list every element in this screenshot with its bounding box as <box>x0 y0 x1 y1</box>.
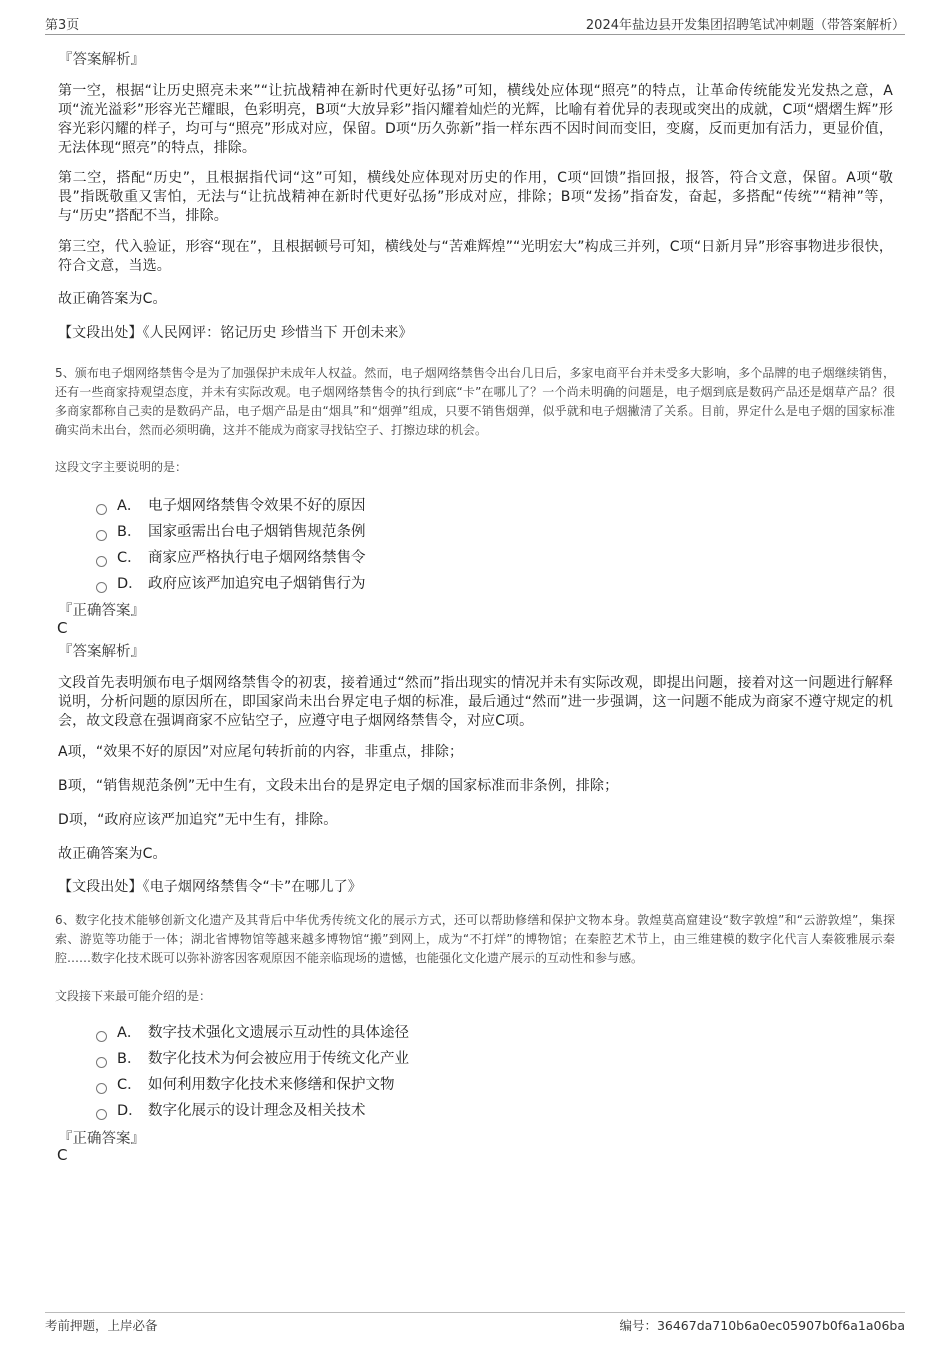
option-c[interactable] <box>96 546 366 566</box>
analysis-conclusion <box>58 845 893 864</box>
radio-button[interactable] <box>96 1109 107 1120</box>
option-text: 数字化技术为何会被应用于传统文化产业 <box>148 1051 409 1067</box>
analysis-paragraph <box>58 777 893 796</box>
source-citation <box>58 324 893 343</box>
option-text: 如何利用数字化技术来修缮和保护文物 <box>148 1077 395 1093</box>
question-text: 数字化技术能够创新文化遗产及其背后中华优秀传统文化的展示方式，还可以帮助修缮和保护文物本身。敦煌莫高窟建设“数字敦煌”和“云游敦煌”，集探索、游览等功能于一体；湖北省博物馆等越来越多博物馆“搬”到网上，成为“不打烊”的博物馆；在秦腔艺术节上，由三维建模的数字化代言人秦筱雅展示秦腔……数字化技术既可以弥补游客因客观原因不能亲临现场的遗憾，也能强化文化遗产展示的互动性和参与感。 <box>55 913 895 965</box>
option-text: 电子烟网络禁售令效果不好的原因 <box>148 498 366 514</box>
analysis-paragraph <box>58 82 893 158</box>
analysis-paragraph <box>58 811 893 830</box>
option-a[interactable] <box>96 494 366 514</box>
analysis-label: 『答案解析』 <box>58 644 145 660</box>
option-letter: C． <box>117 550 142 566</box>
option-letter: B． <box>117 1051 142 1067</box>
analysis-text: A项，“效果不好的原因”对应尾句转折前的内容，非重点，排除； <box>58 744 464 760</box>
radio-button[interactable] <box>96 504 107 515</box>
document-title: 2024年盐边县开发集团招聘笔试冲刺题（带答案解析） <box>585 18 905 33</box>
option-text: 政府应该严加追究电子烟销售行为 <box>148 576 366 592</box>
option-letter: A． <box>117 498 142 514</box>
analysis-text: B项，“销售规范条例”无中生有，文段未出台的是界定电子烟的国家标准而非条例，排除； <box>58 778 619 794</box>
radio-button[interactable] <box>96 1031 107 1042</box>
analysis-text: 第二空，搭配“历史”，且根据指代词“这”可知，横线处应体现对历史的作用，C项“回馈”指回报，报答，符合文意，保留。A项“敬畏”指既敬重又害怕，无法与“让抗战精神在新时代更好弘扬”形成对应，排除；B项“发扬”指奋发，奋起，多搭配“传统”“精神”等，与“历史”搭配不当，排除。 <box>58 170 893 224</box>
analysis-text: 第一空，根据“让历史照亮未来”“让抗战精神在新时代更好弘扬”可知，横线处应体现“照亮”的特点，让革命传统能发光发热之意，A项“流光溢彩”形容光芒耀眼，色彩明亮，B项“大放异彩”指闪耀着灿烂的光辉，比喻有着优异的表现或突出的成就，C项“熠熠生辉”形容光彩闪耀的样子，均可与“照亮”形成对应，保留。D项“历久弥新”指一样东西不因时间而变旧，变腐，反而更加有活力，更显价值，无法体现“照亮”的特点，排除。 <box>58 83 893 156</box>
radio-button[interactable] <box>96 1057 107 1068</box>
option-letter: D． <box>117 576 143 592</box>
conclusion-text: 故正确答案为C。 <box>58 846 167 862</box>
analysis-paragraph <box>58 238 893 276</box>
analysis-text: 文段首先表明颁布电子烟网络禁售令的初衷，接着通过“然而”指出现实的情况并未有实际改观，即提出问题，接着对这一问题进行解释说明，分析问题的原因所在，即国家尚未出台界定电子烟的标准，最后通过“然而”进一步强调，这一问题不能成为商家不遵守规定的机会，故文段意在强调商家不应钻空子，应遵守电子烟网络禁售令，对应C项。 <box>58 675 893 729</box>
option-letter: D． <box>117 1103 143 1119</box>
option-a[interactable] <box>96 1021 409 1041</box>
analysis-conclusion <box>58 290 893 309</box>
correct-answer: C <box>57 1146 68 1164</box>
source-text: 【文段出处】《电子烟网络禁售令“卡”在哪儿了》 <box>58 879 362 895</box>
question-number: 6、 <box>55 913 76 927</box>
option-b[interactable] <box>96 520 366 540</box>
correct-answer-label: 『正确答案』 <box>58 603 145 619</box>
option-letter: C． <box>117 1077 142 1093</box>
option-text: 数字技术强化文遗展示互动性的具体途径 <box>148 1025 409 1041</box>
question-text: 颁布电子烟网络禁售令是为了加强保护未成年人权益。然而，电子烟网络禁售令出台几日后，多家电商平台并未受多大影响，多个品牌的电子烟继续销售，还有一些商家持观望态度，并未有实际改观。电子烟网络禁售令的执行到底“卡”在哪儿了？一个尚未明确的问题是，电子烟到底是数码产品还是烟草产品？很多商家都称自己卖的是数码产品，电子烟产品是由“烟具”和“烟弹”组成，只要不销售烟弹，似乎就和电子烟撇清了关系。目前，界定什么是电子烟的国家标准确实尚未出台，然而必须明确，这并不能成为商家寻找钻空子、打擦边球的机会。 <box>55 366 895 437</box>
document-id: 编号：36467da710b6a0ec05907b0f6a1a06ba <box>619 1318 905 1333</box>
source-text: 【文段出处】《人民网评：铭记历史 珍惜当下 开创未来》 <box>58 325 413 341</box>
question-6-stem <box>55 911 895 968</box>
analysis-paragraph <box>58 674 893 731</box>
option-text: 数字化展示的设计理念及相关技术 <box>148 1103 366 1119</box>
footer-slogan: 考前押题，上岸必备 <box>45 1318 158 1333</box>
option-c[interactable] <box>96 1073 395 1093</box>
option-text: 商家应严格执行电子烟网络禁售令 <box>148 550 366 566</box>
page-number: 第3页 <box>45 18 80 33</box>
question-5-stem <box>55 364 895 440</box>
correct-answer: C <box>57 619 68 637</box>
analysis-paragraph <box>58 743 893 762</box>
analysis-paragraph <box>58 169 893 226</box>
option-letter: B． <box>117 524 142 540</box>
radio-button[interactable] <box>96 556 107 567</box>
analysis-label: 『答案解析』 <box>58 52 145 68</box>
page-footer <box>45 1312 905 1335</box>
option-d[interactable] <box>96 1099 366 1119</box>
option-letter: A． <box>117 1025 142 1041</box>
radio-button[interactable] <box>96 1083 107 1094</box>
page-header <box>45 14 905 35</box>
radio-button[interactable] <box>96 530 107 541</box>
question-prompt: 文段接下来最可能介绍的是： <box>55 989 212 1003</box>
conclusion-text: 故正确答案为C。 <box>58 291 167 307</box>
option-b[interactable] <box>96 1047 409 1067</box>
option-text: 国家亟需出台电子烟销售规范条例 <box>148 524 366 540</box>
source-citation <box>58 878 893 897</box>
question-prompt: 这段文字主要说明的是： <box>55 460 188 474</box>
radio-button[interactable] <box>96 582 107 593</box>
analysis-text: 第三空，代入验证，形容“现在”，且根据顿号可知，横线处与“苦难辉煌”“光明宏大”构成三并列，C项“日新月异”形容事物进步很快，符合文意，当选。 <box>58 239 893 274</box>
analysis-text: D项，“政府应该严加追究”无中生有，排除。 <box>58 812 338 828</box>
question-number: 5、 <box>55 366 75 380</box>
correct-answer-label: 『正确答案』 <box>58 1131 145 1147</box>
option-d[interactable] <box>96 572 366 592</box>
